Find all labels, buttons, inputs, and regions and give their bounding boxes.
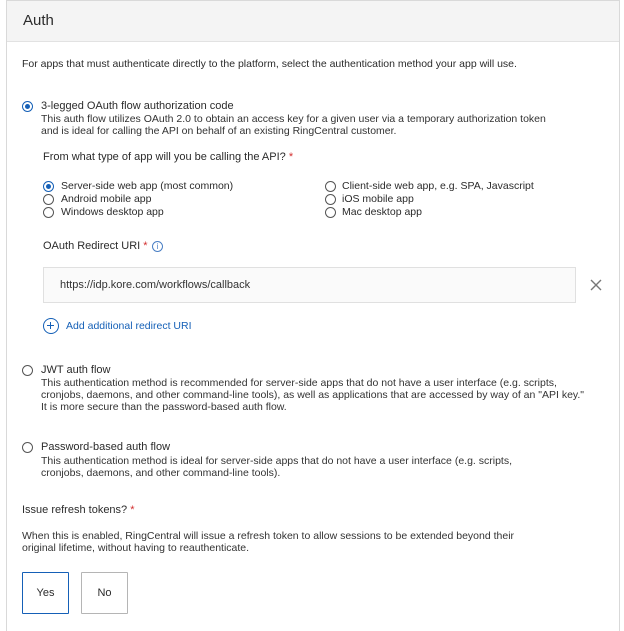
app-type-client-label[interactable]: Client-side web app, e.g. SPA, Javascript <box>342 180 534 192</box>
app-type-windows-radio[interactable] <box>43 207 54 218</box>
app-type-client-radio[interactable] <box>325 181 336 192</box>
refresh-question <box>22 504 135 517</box>
jwt-desc-line3: It is more secure than the password-based auth flow. <box>41 401 287 413</box>
app-type-ios-radio[interactable] <box>325 194 336 205</box>
oauth-desc-line2: and is ideal for calling the API on behalf of an existing RingCentral customer. <box>41 125 397 137</box>
required-mark: * <box>288 151 294 163</box>
app-type-question-text: From what type of app will you be calling the API? <box>43 151 286 163</box>
app-type-server-radio[interactable] <box>43 181 54 192</box>
oauth-desc-line1: This auth flow utilizes OAuth 2.0 to obtain an access key for a given user via a temporary authorization token <box>41 113 546 125</box>
oauth-title: 3-legged OAuth flow authorization code <box>41 100 234 112</box>
auth-header <box>7 1 619 42</box>
no-button[interactable]: No <box>81 572 128 614</box>
intro-text: For apps that must authenticate directly to the platform, select the authentication method your app will use. <box>22 58 517 70</box>
password-desc-line2: cronjobs, daemons, and other command-line tools). <box>41 467 281 479</box>
oauth-radio[interactable] <box>22 101 33 112</box>
redirect-label <box>43 240 148 253</box>
redirect-uri-input[interactable] <box>44 268 575 302</box>
app-type-android-radio[interactable] <box>43 194 54 205</box>
refresh-question-text: Issue refresh tokens? <box>22 504 128 516</box>
app-type-server-label[interactable]: Server-side web app (most common) <box>61 180 234 192</box>
jwt-title: JWT auth flow <box>41 364 111 376</box>
add-circle-icon[interactable] <box>43 318 59 334</box>
close-icon[interactable] <box>588 277 604 293</box>
redirect-required-mark: * <box>143 240 148 252</box>
jwt-desc-line2: cronjobs, daemons, and other command-line tools), as well as applications that are accessed by way of an "API key." <box>41 389 585 401</box>
password-title: Password-based auth flow <box>41 441 171 453</box>
app-type-windows-label[interactable]: Windows desktop app <box>61 206 164 218</box>
refresh-desc-line1: When this is enabled, RingCentral will issue a refresh token to allow sessions to be extended beyond their <box>22 530 515 542</box>
refresh-desc-line2: original lifetime, without having to reauthenticate. <box>22 542 250 554</box>
jwt-desc-line1: This authentication method is recommended for server-side apps that do not have a user interface (e.g. scripts, <box>41 377 557 389</box>
add-redirect-link[interactable]: Add additional redirect URI <box>66 320 192 332</box>
app-type-android-label[interactable]: Android mobile app <box>61 193 152 205</box>
app-type-mac-label[interactable]: Mac desktop app <box>342 206 422 218</box>
auth-title: Auth <box>23 12 54 29</box>
app-type-ios-label[interactable]: iOS mobile app <box>342 193 414 205</box>
app-type-mac-radio[interactable] <box>325 207 336 218</box>
redirect-label-text: OAuth Redirect URI <box>43 240 141 252</box>
info-icon[interactable]: i <box>152 241 163 252</box>
refresh-required-mark: * <box>130 504 135 516</box>
password-desc-line1: This authentication method is ideal for server-side apps that do not have a user interface (e.g. scripts, <box>41 455 512 467</box>
app-type-question <box>43 151 293 164</box>
redirect-uri-field[interactable] <box>43 267 576 303</box>
jwt-radio[interactable] <box>22 365 33 376</box>
yes-button[interactable]: Yes <box>22 572 69 614</box>
password-radio[interactable] <box>22 442 33 453</box>
